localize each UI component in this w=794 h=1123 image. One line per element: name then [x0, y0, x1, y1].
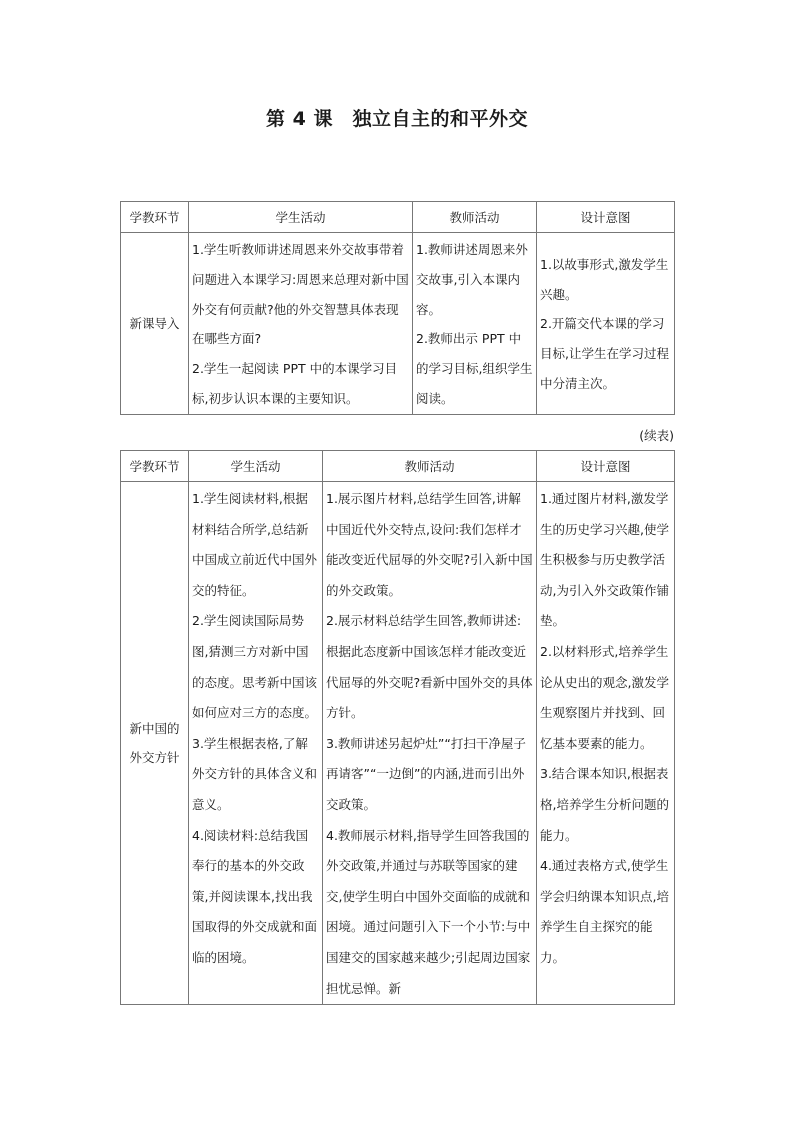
header-stage: 学教环节 — [121, 451, 189, 482]
stage-cell: 新课导入 — [121, 233, 189, 415]
lesson-table-intro — [120, 201, 675, 415]
paragraph: 1.通过图片材料,激发学生的历史学习兴趣,使学生积极参与历史教学活动,为引入外交政策作铺垫。 — [540, 491, 669, 629]
paragraph: 4.教师展示材料,指导学生回答我国的外交政策,并通过与苏联等国家的建交,使学生明白中国外交面临的成就和困境。通过问题引入下一个小节:与中国建交的国家越来越少;引起周边国家担忧忌惮。新 — [326, 827, 531, 996]
table-row — [121, 233, 675, 415]
table-row — [121, 482, 675, 1005]
paragraph: 3.结合课本知识,根据表格,培养学生分析问题的能力。 — [540, 766, 669, 843]
paragraph: 4.通过表格方式,使学生学会归纳课本知识点,培养学生自主探究的能力。 — [540, 858, 669, 965]
lesson-table-diplomacy — [120, 450, 675, 1005]
header-teacher-activity: 教师活动 — [323, 451, 537, 482]
paragraph: 1.以故事形式,激发学生兴趣。 — [540, 256, 669, 302]
paragraph: 2.以材料形式,培养学生论从史出的观念,激发学生观察图片并找到、回忆基本要素的能力。 — [540, 643, 669, 751]
header-teacher-activity: 教师活动 — [413, 202, 537, 233]
design-intent-cell — [537, 233, 675, 415]
paragraph: 2.展示材料总结学生回答,教师讲述:根据此态度新中国该怎样才能改变近代屈辱的外交呢?看新中国外交的具体方针。 — [326, 613, 533, 721]
paragraph: 1.学生阅读材料,根据材料结合所学,总结新中国成立前近代中国外交的特征。 — [192, 491, 318, 598]
paragraph: 1.展示图片材料,总结学生回答,讲解中国近代外交特点,设问:我们怎样才能改变近代屈辱的外交呢?引入新中国的外交政策。 — [326, 491, 533, 598]
paragraph: 2.教师出示 PPT 中的学习目标,组织学生阅读。 — [416, 331, 533, 406]
paragraph: 3.教师讲述另起炉灶”“打扫干净屋子再请客”“一边倒”的内涵,进而引出外交政策。 — [326, 735, 526, 812]
header-stage: 学教环节 — [121, 202, 189, 233]
header-student-activity: 学生活动 — [189, 451, 323, 482]
paragraph: 4.阅读材料:总结我国奉行的基本的外交政策,并阅读课本,找出我国取得的外交成就和面临的困境。 — [192, 827, 318, 965]
table-header-row — [121, 202, 675, 233]
student-activity-cell — [189, 482, 323, 1005]
paragraph: 2.学生一起阅读 PPT 中的本课学习目标,初步认识本课的主要知识。 — [192, 361, 398, 406]
student-activity-cell — [189, 233, 413, 415]
header-design-intent: 设计意图 — [537, 202, 675, 233]
header-design-intent: 设计意图 — [537, 451, 675, 482]
paragraph: 3.学生根据表格,了解外交方针的具体含义和意义。 — [192, 735, 318, 812]
paragraph: 1.学生听教师讲述周恩来外交故事带着问题进入本课学习:周恩来总理对新中国外交有何贡献?他的外交智慧具体表现在哪些方面? — [192, 242, 409, 347]
teacher-activity-cell — [413, 233, 537, 415]
design-intent-cell — [537, 482, 675, 1005]
teacher-activity-cell — [323, 482, 537, 1005]
stage-cell: 新中国的外交方针 — [121, 482, 189, 1005]
continued-label: (续表) — [639, 428, 674, 443]
paragraph: 2.开篇交代本课的学习目标,让学生在学习过程中分清主次。 — [540, 316, 669, 392]
page-title: 第 4 课 独立自主的和平外交 — [266, 108, 528, 130]
paragraph: 2.学生阅读国际局势图,猜测三方对新中国的态度。思考新中国该如何应对三方的态度。 — [192, 613, 318, 721]
paragraph: 1.教师讲述周恩来外交故事,引入本课内容。 — [416, 242, 528, 317]
table-header-row — [121, 451, 675, 482]
header-student-activity: 学生活动 — [189, 202, 413, 233]
